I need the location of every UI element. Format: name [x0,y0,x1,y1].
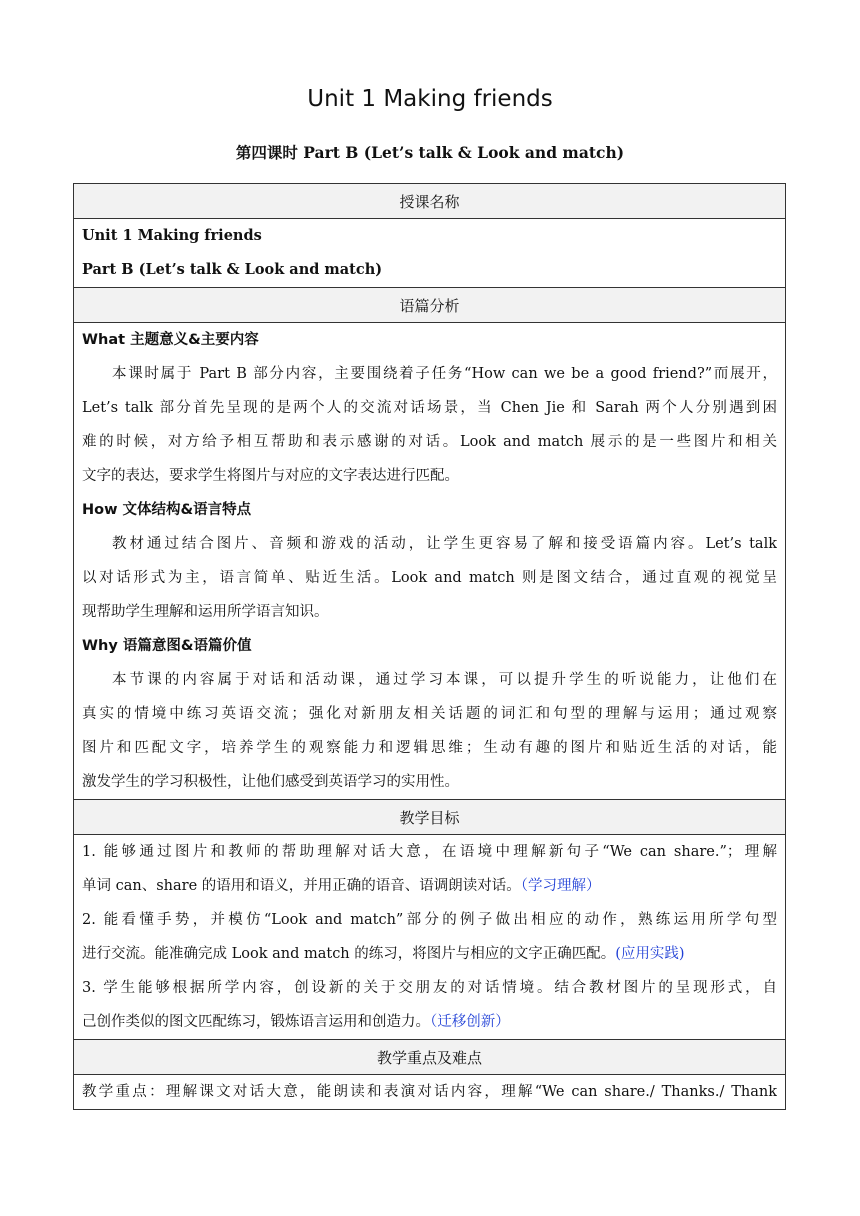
objective-1-tag: （学习理解） [520,878,601,894]
why-line: 真实的情境中练习英语交流；强化对新朋友相关话题的词汇和句型的理解与运用；通过观察 [82,706,777,722]
key-points-line-1: 教学重点：理解课文对话大意，能朗读和表演对话内容，理解“We can share./ Thanks./ Thank [82,1084,777,1100]
lesson-table [73,183,786,1110]
what-line: Let’s talk 部分首先呈现的是两个人的交流对话场景，当 Chen Jie 和 Sarah 两个人分别遇到困 [82,400,777,416]
objective-3-text: 己创作类似的图文匹配练习，锻炼语言运用和创造力。 [82,1014,430,1030]
objective-2-line-1: 2. 能看懂手势，并模仿“Look and match”部分的例子做出相应的动作，熟练运用所学句型 [82,912,777,928]
how-section-title: How 文体结构&语言特点 [82,502,252,518]
what-line: 难的时候，对方给予相互帮助和表示感谢的对话。Look and match 展示的是一些图片和相关 [82,434,777,450]
course-name-line-1: Unit 1 Making friends [82,227,262,244]
objective-3-line-1: 3. 学生能够根据所学内容，创设新的关于交朋友的对话情境。结合教材图片的呈现形式，自 [82,980,777,996]
objective-1-line-1: 1. 能够通过图片和教师的帮助理解对话大意，在语境中理解新句子“We can share.”；理解 [82,844,777,860]
objective-2-tag: (应用实践) [615,946,685,962]
objective-3-tag: （迁移创新） [430,1014,510,1030]
why-line: 本节课的内容属于对话和活动课，通过学习本课，可以提升学生的听说能力，让他们在 [112,672,777,688]
how-line: 以对话形式为主，语言简单、贴近生活。Look and match 则是图文结合，通过直观的视觉呈 [82,570,777,586]
objective-1-text: 单词 can、share 的语用和语义，并用正确的语音、语调朗读对话。 [82,878,521,894]
what-section-title: What 主题意义&主要内容 [82,332,259,348]
why-line: 图片和匹配文字，培养学生的观察能力和逻辑思维；生动有趣的图片和贴近生活的对话，能 [82,740,777,756]
why-line: 激发学生的学习积极性，让他们感受到英语学习的实用性。 [82,774,459,790]
objective-2-text: 进行交流。能准确完成 Look and match 的练习，将图片与相应的文字正确匹配。 [82,946,616,962]
course-name-header: 授课名称 [74,184,786,219]
course-name-cell [74,219,786,288]
how-line: 现帮助学生理解和运用所学语言知识。 [82,604,329,620]
objective-1-line-2 [82,869,777,903]
how-line: 教材通过结合图片、音频和游戏的活动，让学生更容易了解和接受语篇内容。Let’s talk [112,536,777,552]
what-line: 文字的表达，要求学生将图片与对应的文字表达进行匹配。 [82,468,459,484]
analysis-cell [74,323,786,800]
page-title: Unit 1 Making friends [307,86,553,112]
what-line: 本课时属于 Part B 部分内容，主要围绕着子任务“How can we be a good friend?”而展开， [112,366,777,382]
analysis-header: 语篇分析 [74,288,786,323]
course-name-line-2: Part B (Let’s talk & Look and match) [82,261,383,278]
why-section-title: Why 语篇意图&语篇价值 [82,638,252,654]
objective-3-line-2 [82,1005,777,1039]
key-points-header: 教学重点及难点 [74,1040,786,1075]
objective-2-line-2 [82,937,777,971]
key-points-cell [74,1075,786,1110]
page-subtitle: 第四课时 Part B (Let’s talk & Look and match) [235,143,625,162]
objectives-cell [74,835,786,1040]
objectives-header: 教学目标 [74,800,786,835]
